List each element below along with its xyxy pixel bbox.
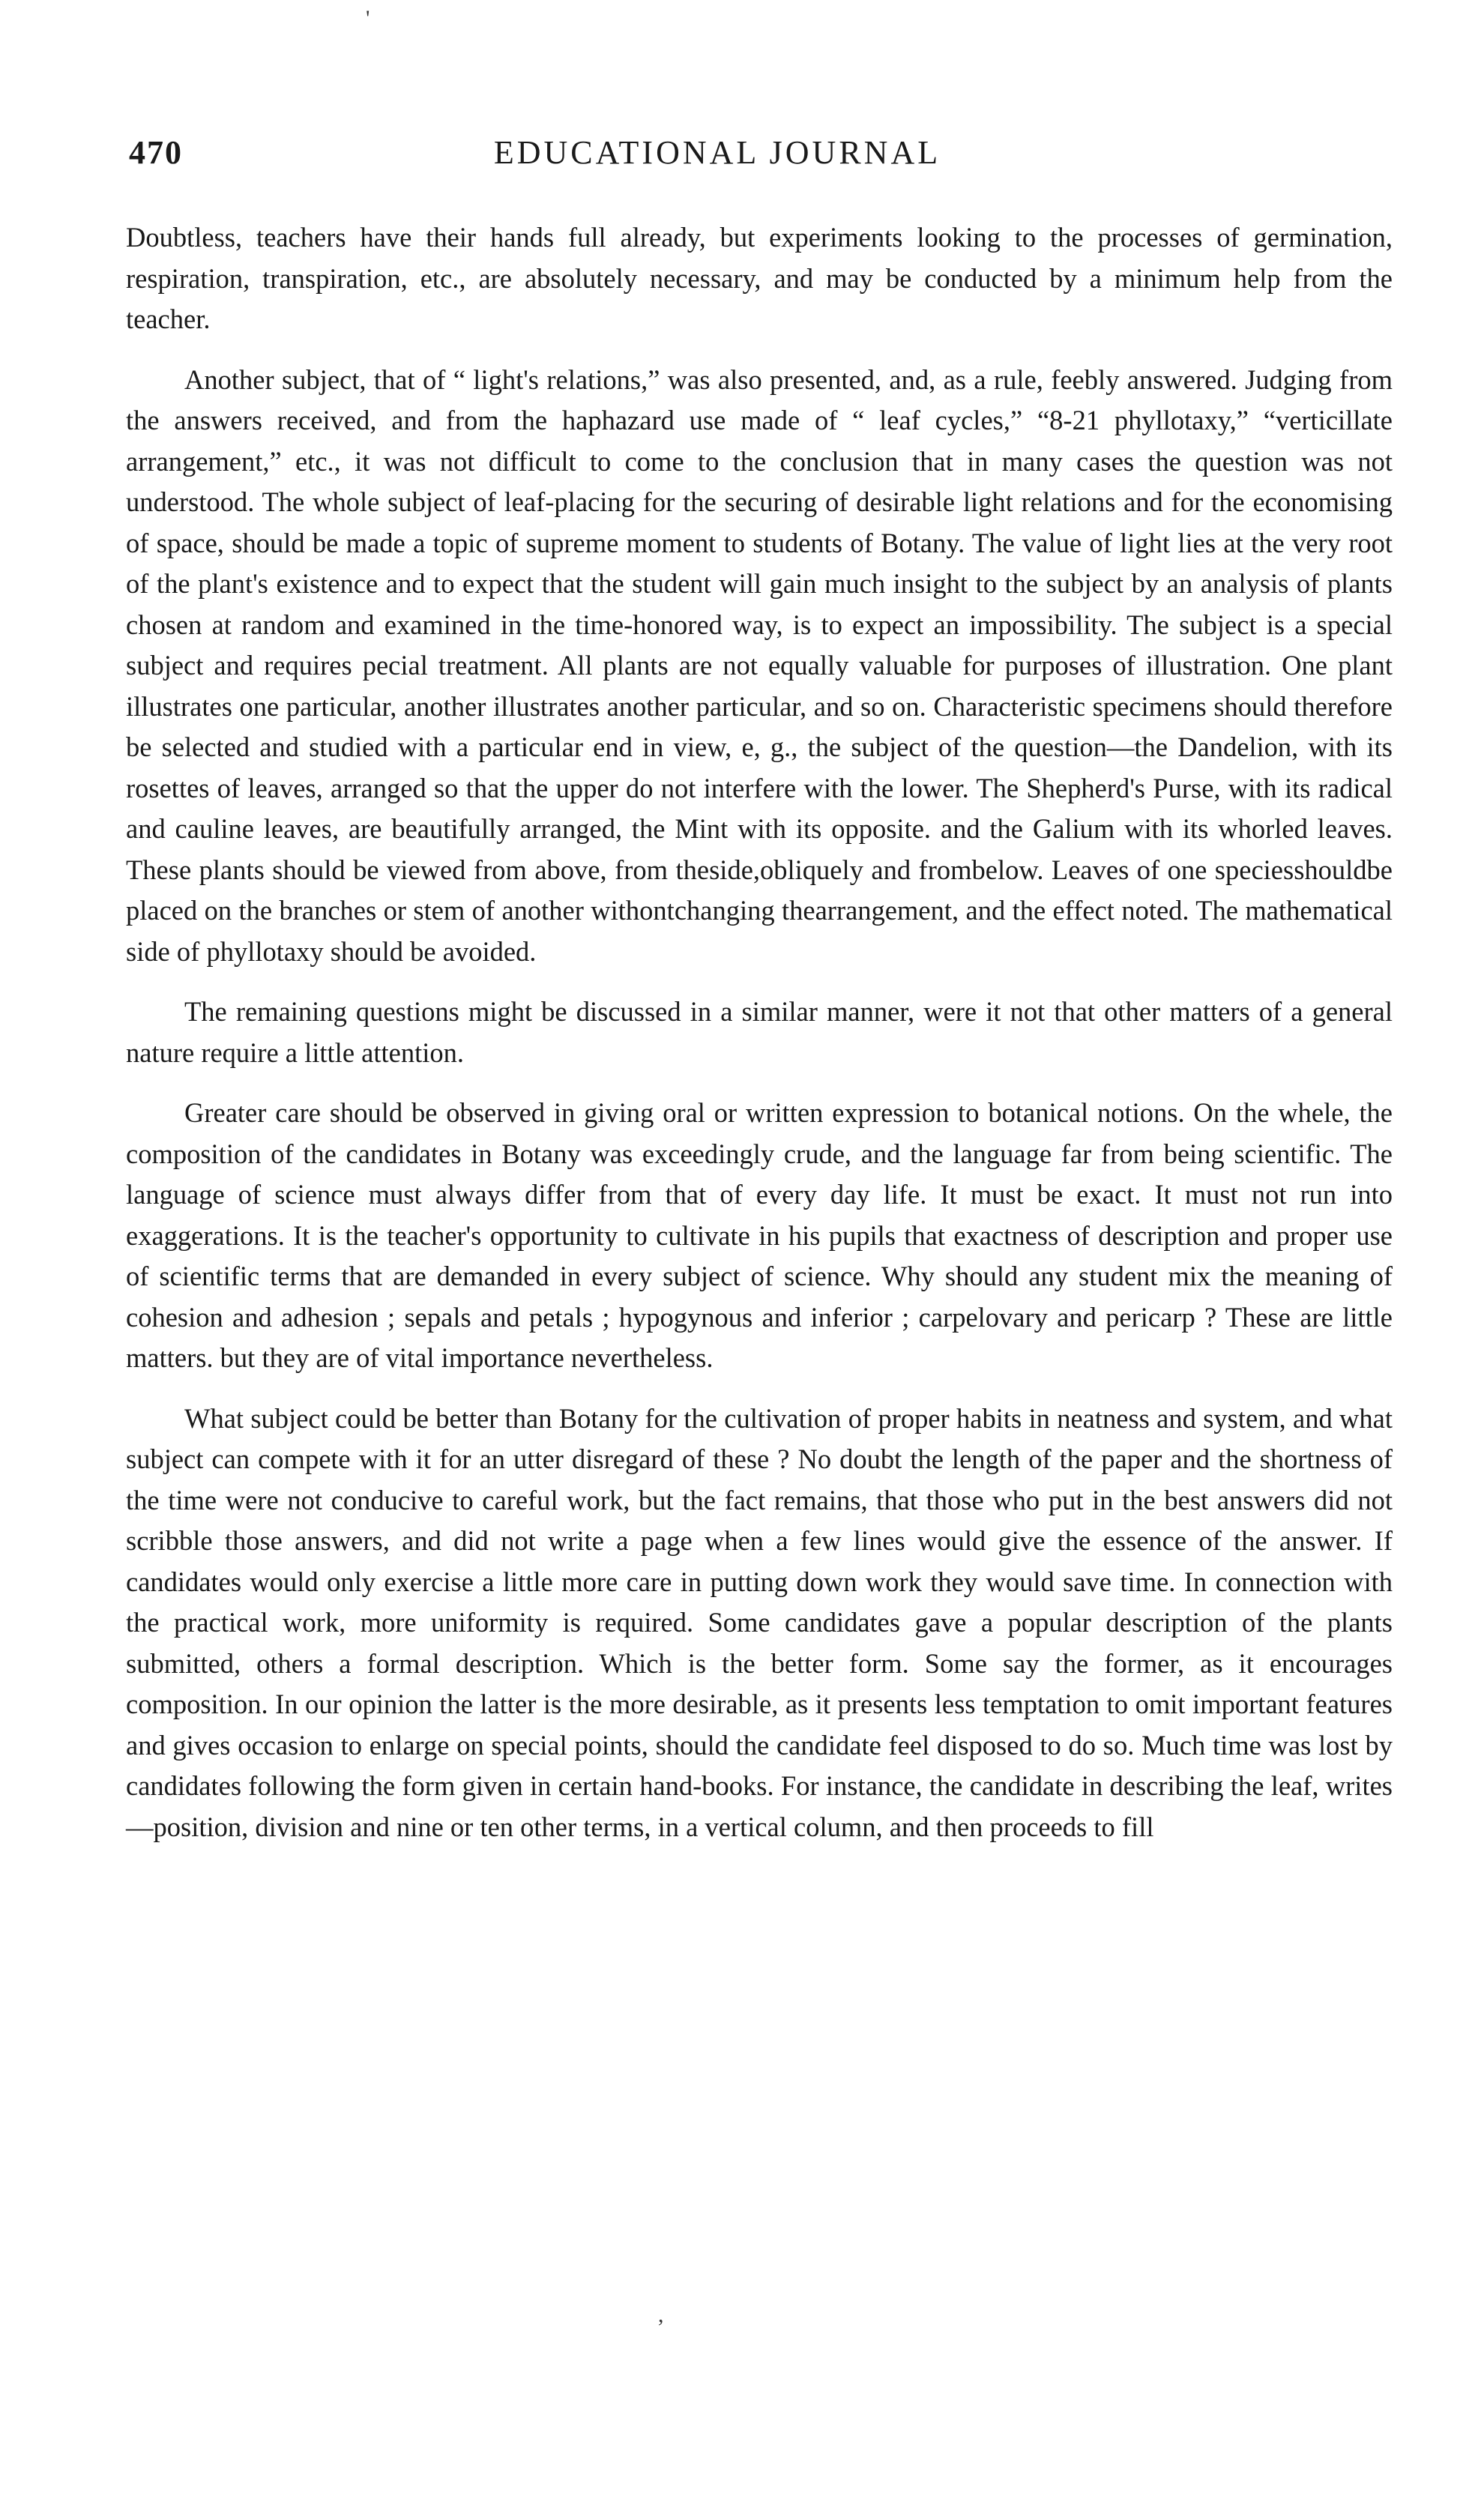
page-header	[129, 133, 1306, 178]
paragraph: Another subject, that of “ light's relations,” was also presented, and, as a rule, feebly answered. Judging from the answers received, and from the haphazard use made of “ leaf cycles,” “8-21 phyllotaxy,” “verticillate arrangement,” etc., it was not difficult to come to the conclusion that in many cases the question was not understood. The whole subject of leaf-placing for the securing of desirable light relations and for the economising of space, should be made a topic of supreme moment to students of Botany. The value of light lies at the very root of the plant's existence and to expect that the student will gain much insight to the subject by an analysis of plants chosen at random and examined in the time-honored way, is to expect an impossibility. The subject is a special subject and requires pecial treatment. All plants are not equally valuable for purposes of illustration. One plant illustrates one particular, another illustrates another particular, and so on. Characteristic specimens should therefore be selected and studied with a particular end in view, e, g., the subject of the question—the Dandelion, with its rosettes of leaves, arranged so that the upper do not interfere with the lower. The Shepherd's Purse, with its radical and cauline leaves, are beautifully arranged, the Mint with its opposite. and the Galium with its whorled leaves. These plants should be viewed from above, from theside,obliquely and frombelow. Leaves of one speciesshouldbe placed on the branches or stem of another withontchanging thearrangement, and the effect noted. The mathematical side of phyllotaxy should be avoided.	[126, 363, 1393, 967]
running-title: EDUCATIONAL JOURNAL	[493, 134, 941, 171]
bottom-speck-mark: ,	[658, 2302, 664, 2327]
paragraph: The remaining questions might be discussed in a similar manner, were it not that other matters of a general nature require a little attention.	[126, 996, 1393, 1068]
article-body	[126, 217, 1393, 1867]
top-speck-mark: '	[366, 6, 370, 31]
paragraph: Greater care should be observed in giving oral or written expression to botanical notions. On the whele, the composition of the candidates in Botany was exceedingly crude, and the language far from being scientific. The language of science must always differ from that of every day life. It must be exact. It must not run into exaggerations. It is the teacher's opportunity to cultivate in his pupils that exactness of description and proper use of scientific terms that are demanded in every subject of science. Why should any student mix the meaning of cohesion and adhesion ; sepals and petals ; hypogynous and inferior ; carpelovary and pericarp ? These are little matters. but they are of vital importance nevertheless.	[126, 1097, 1393, 1373]
paragraph: What subject could be better than Botany for the cultivation of proper habits in neatness and system, and what subject can compete with it for an utter disregard of these ? No doubt the length of the paper and the shortness of the time were not conducive to careful work, but the fact remains, that those who put in the best answers did not scribble those answers, and did not write a page when a few lines would give the essence of the answer. If candidates would only exercise a little more care in putting down work they would save time. In connection with the practical work, more uniformity is required. Some candidates gave a popular description of the plants submitted, others a formal description. Which is the better form. Some say the former, as it encourages composition. In our opinion the latter is the more desirable, as it presents less temptation to omit important features and gives occasion to enlarge on special points, should the candidate feel disposed to do so. Much time was lost by candidates following the form given in certain hand-books. For instance, the candidate in describing the leaf, writes—position, division and nine or ten other terms, in a vertical column, and then proceeds to fill	[126, 1402, 1393, 1842]
page-number: 470	[129, 134, 183, 171]
paragraph: Doubtless, teachers have their hands full already, but experiments looking to the processes of germination, respiration, transpiration, etc., are absolutely necessary, and may be conducted by a minimum help from the teacher.	[126, 222, 1393, 334]
